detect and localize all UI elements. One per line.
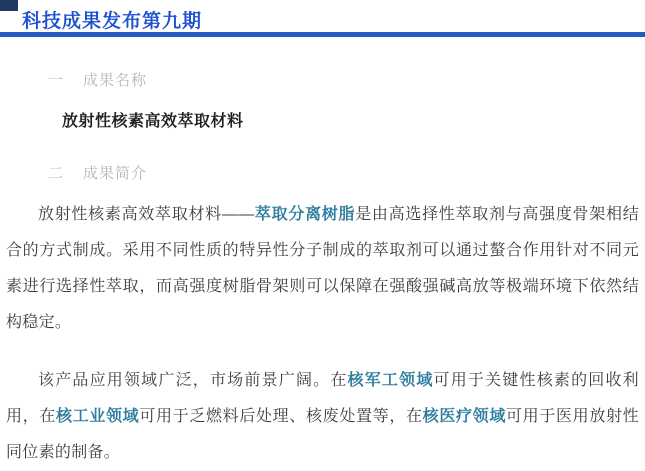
body-text-segment: 可用于关键性核素的回收利用，在	[6, 372, 639, 425]
section-label: 成果简介	[83, 165, 148, 182]
document-body	[0, 37, 645, 471]
body-text-segment: 该产品应用领域广泛，市场前景广阔。在	[38, 372, 348, 389]
achievement-name: 放射性核素高效萃取材料	[62, 113, 244, 130]
section-heading-intro	[0, 162, 645, 183]
body-text-segment: 可用于医用放射性同位素的制备。	[6, 408, 639, 461]
body-text-segment: 是由高选择性萃取剂与高强度骨架相结合的方式制成。采用不同性质的特异性分子制成的萃取剂可以通过螯合作用针对不同元素进行选择性萃取，而高强度树脂骨架则可以保障在强酸强碱高放等极端环境下依然结构稳定。	[6, 206, 639, 331]
highlighted-term: 萃取分离树脂	[254, 206, 356, 223]
section-number: 一	[48, 72, 65, 89]
body-text-segment: 可用于乏燃料后处理、核废处置等，在	[139, 408, 423, 425]
intro-paragraph-2	[6, 363, 639, 471]
body-text-segment: 放射性核素高效萃取材料——	[38, 206, 255, 223]
highlighted-term: 核医疗领域	[422, 408, 507, 425]
section-heading-name	[0, 69, 645, 90]
section-number: 二	[48, 165, 65, 182]
section-label: 成果名称	[83, 72, 148, 89]
highlighted-term: 核军工领域	[347, 372, 434, 389]
page-title: 科技成果发布第九期	[22, 11, 203, 32]
highlighted-term: 核工业领域	[56, 408, 140, 425]
corner-accent-square	[0, 0, 18, 11]
intro-paragraph-1	[6, 197, 639, 341]
